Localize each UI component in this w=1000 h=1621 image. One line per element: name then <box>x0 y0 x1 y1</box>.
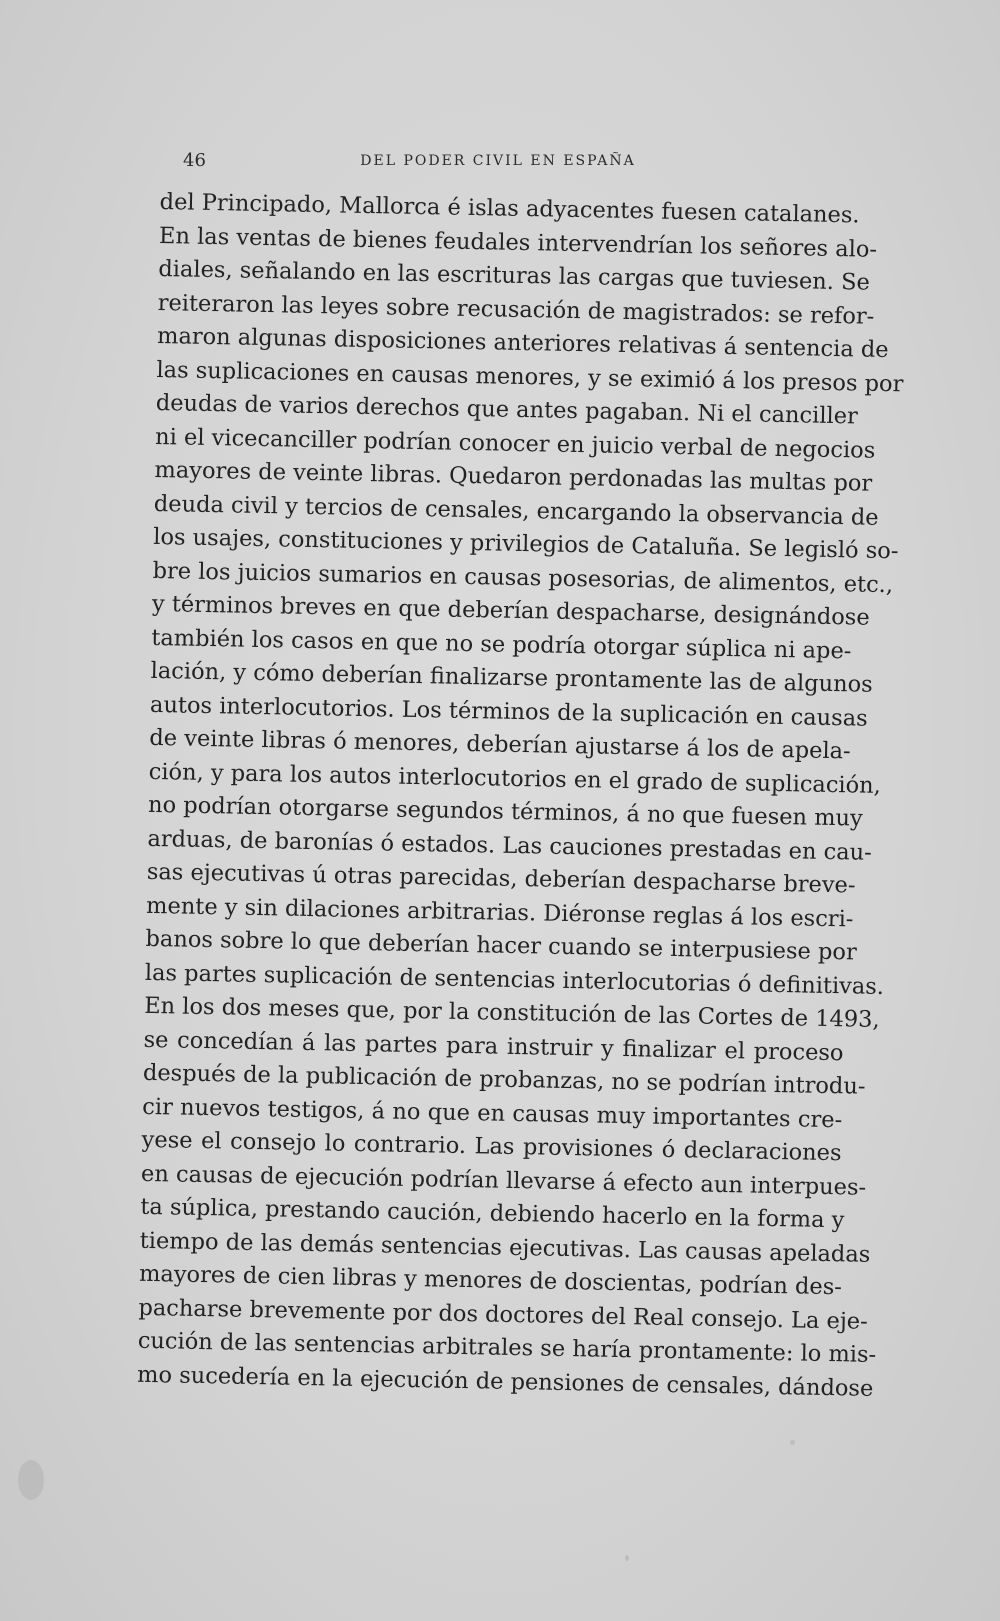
text-line: arduas, de baronías ó estados. Las cauciones prestadas en cau- <box>147 825 872 866</box>
text-line: bre los juicios sumarios en causas posesorias, de alimentos, etc., <box>152 557 894 598</box>
text-line: de veinte libras ó menores, deberían ajustarse á los de apela- <box>149 724 851 765</box>
text-line: los usajes, constituciones y privilegios de Cataluña. Se legisló so- <box>153 523 899 565</box>
text-line: deuda civil y tercios de censales, encargando la observancia de <box>153 490 879 531</box>
text-line: pacharse brevemente por dos doctores del Real consejo. La eje- <box>138 1294 868 1335</box>
text-line: deudas de varios derechos que antes pagaban. Ni el canciller <box>155 389 859 430</box>
text-line: mayores de veinte libras. Quedaron perdonadas las multas por <box>154 456 873 497</box>
text-line: yese el consejo lo contrario. Las provisiones ó declaraciones <box>141 1126 842 1167</box>
text-line: cir nuevos testigos, á no que en causas muy importantes cre- <box>142 1093 843 1133</box>
text-line: ción, y para los autos interlocutorios en el grado de suplicación, <box>148 758 882 799</box>
text-line: en causas de ejecución podrían llevarse á efecto aun interpues- <box>140 1160 867 1201</box>
text-line: del Principado, Mallorca é islas adyacentes fuesen catalanes. <box>159 188 860 229</box>
text-line: reiteraron las leyes sobre recusación de magistrados: se refor- <box>157 289 875 330</box>
text-line: autos interlocutorios. Los términos de la suplicación en causas <box>149 691 868 732</box>
text-line: no podrían otorgarse segundos términos, á no que fuesen muy <box>147 791 863 832</box>
page-header <box>183 150 813 180</box>
page-number: 46 <box>183 150 206 171</box>
text-line: mayores de cien libras y menores de doscientas, podrían des- <box>138 1260 843 1301</box>
text-line: después de la publicación de probanzas, no se podrían introdu- <box>142 1059 866 1100</box>
text-line: también los casos en que no se podría otorgar súplica ni ape- <box>151 624 852 664</box>
text-line: cución de las sentencias arbitrales se haría prontamente: lo mis- <box>137 1327 877 1368</box>
text-line: se concedían á las partes para instruir y finalizar el proceso <box>143 1026 844 1066</box>
text-line: sas ejecutivas ú otras parecidas, deberían despacharse breve- <box>146 858 856 899</box>
text-line: En los dos meses que, por la constitución de las Cortes de 1493, <box>144 992 880 1033</box>
text-line: mo sucedería en la ejecución de pensiones de censales, dándose <box>136 1361 874 1402</box>
paper-stain <box>18 1460 44 1500</box>
text-line: y términos breves en que deberían despacharse, designándose <box>151 590 870 631</box>
paper-stain <box>790 1440 795 1445</box>
text-line: las partes suplicación de sentencias interlocutorias ó definitivas. <box>144 959 885 1000</box>
text-line: tiempo de las demás sentencias ejecutivas. Las causas apeladas <box>139 1227 871 1268</box>
text-line: ni el vicecanciller podrían conocer en juicio verbal de negocios <box>154 423 876 464</box>
paper-stain <box>625 1555 629 1561</box>
text-line: banos sobre lo que deberían hacer cuando se interpusiese por <box>145 925 857 966</box>
running-head: DEL PODER CIVIL EN ESPAÑA <box>360 153 636 169</box>
body-text <box>136 186 904 1405</box>
text-line: maron algunas disposiciones anteriores relativas á sentencia de <box>156 322 889 364</box>
text-line: diales, señalando en las escrituras las cargas que tuviesen. Se <box>158 255 871 296</box>
text-line: las suplicaciones en causas menores, y se eximió á los presos por <box>156 356 904 397</box>
text-line: mente y sin dilaciones arbitrarias. Diéronse reglas á los escri- <box>145 892 854 932</box>
text-line: ta súplica, prestando caución, debiendo hacerlo en la forma y <box>140 1193 845 1234</box>
text-line: En las ventas de bienes feudales intervendrían los señores alo- <box>158 222 878 263</box>
text-line: lación, y cómo deberían finalizarse prontamente las de algunos <box>150 657 873 698</box>
